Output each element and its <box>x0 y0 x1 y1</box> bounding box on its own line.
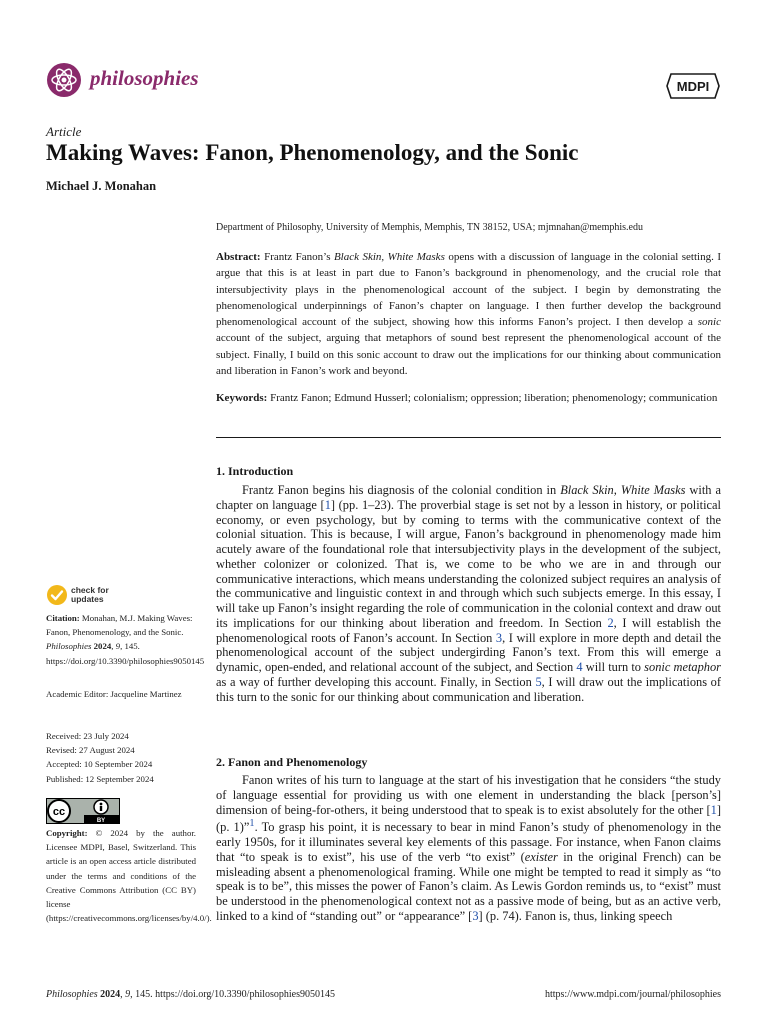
revised-date: Revised: 27 August 2024 <box>46 745 135 756</box>
section-link[interactable]: 5 <box>535 674 542 689</box>
reference-link[interactable]: 1 <box>324 497 331 512</box>
section-link[interactable]: 3 <box>495 630 503 645</box>
check-updates-icon <box>46 584 68 606</box>
citation: Citation: Monahan, M.J. Making Waves: Fanon, Phenomenology, and the Sonic. Philosophies 2024, 9, 145. https://doi.org/10.3390/philosophies9050145 <box>46 613 205 666</box>
section-link[interactable]: 2 <box>607 615 614 630</box>
keywords: Keywords: Frantz Fanon; Edmund Husserl; colonialism; oppression; liberation; phenomenology; communication <box>216 392 718 404</box>
publisher-name: MDPI <box>676 79 710 94</box>
introduction-paragraph: Frantz Fanon begins his diagnosis of the colonial condition in Black Skin, White Masks with a chapter on language [1] (pp. 1–23). The proverbial stage is set not by a lesson in history, or political economy, or even psychology, but by coming to terms with the communicative context of the colonial situation. This is because, I will argue, Fanon’s background in phenomenology made him acutely aware of the foundational role that intersubjectivity plays in the development of the subject, whether colonizer or colonized. That is, we come to be who we are in and through our communicative interactions, which means understanding the colonized subject requires an analysis of the communicative and linguistic context in and through which such subjects emerge. In this essay, I will take up Fanon’s insight regarding the role of communication in the colonial context and draw out its implications for our thinking about liberation and freedom. In Section 2, I will establish the phenomenological roots of Fanon’s account. In Section 3, I will explore in more depth and detail the phenomenological account of the subject undergirding Fanon’s text. From this will emerge a dynamic, open-ended, and relational account of the subject, and Section 4 will turn to sonic metaphor as a way of further developing this account. Finally, in Section 5, I will draw out the implications of this turn to the sonic for our thinking about communication and liberation. <box>216 483 722 704</box>
article-type: Article <box>46 124 82 139</box>
published-date: Published: 12 September 2024 <box>46 773 154 784</box>
journal-name: philosophies <box>90 66 199 90</box>
reference-link[interactable]: 3 <box>472 908 479 923</box>
section-heading-introduction: 1. Introduction <box>216 464 294 478</box>
journal-logo-icon <box>46 62 82 98</box>
svg-text:cc: cc <box>52 806 66 818</box>
publication-dates <box>46 729 196 786</box>
academic-editor: Academic Editor: Jacqueline Martinez <box>46 689 182 699</box>
footer-journal-url[interactable]: https://www.mdpi.com/journal/philosophies <box>544 989 721 1000</box>
abstract-label: Abstract: <box>216 251 261 263</box>
abstract: Abstract: Frantz Fanon’s Black Skin, White Masks opens with a discussion of language in the colonial setting. I argue that this is at least in part due to Fanon’s background in phenomenology, and the crucial role that intersubjectivity plays in the phenomenological account of the subject. I begin by demonstrating the phenomenological underpinnings of Fanon’s chapter on language. I then further develop the background phenomenological account of the subject, showing how this informs Fanon’s project. I then develop a sonic account of the subject, arguing that metaphors of sound best represent the phenomenological account of the subject. Finally, I build on this sonic account to draw out the implications for our thinking about communication and liberation in Fanon’s work and beyond. <box>216 251 721 378</box>
cc-by-icon <box>46 798 120 824</box>
section-link[interactable]: 4 <box>576 660 583 674</box>
copyright-notice: Copyright: © 2024 by the author. Licensee MDPI, Basel, Switzerland. This article is an open access article distributed under the terms and conditions of the Creative Commons Attribution (CC BY) license (https://creativecommons.org/licenses/by/4.0/). <box>46 828 212 924</box>
check-for-updates-button[interactable]: check for updates <box>46 584 126 610</box>
footer-citation: Philosophies 2024, 9, 145. https://doi.org/10.3390/philosophies9050145 <box>46 989 335 1000</box>
keywords-label: Keywords: <box>216 392 268 404</box>
svg-text:BY: BY <box>96 818 106 824</box>
cc-by-license-badge[interactable] <box>46 798 120 824</box>
accepted-date: Accepted: 10 September 2024 <box>46 759 153 770</box>
section-heading-fanon-phenomenology: 2. Fanon and Phenomenology <box>216 755 368 769</box>
received-date: Received: 23 July 2024 <box>46 731 129 741</box>
author-name: Michael J. Monahan <box>46 179 157 193</box>
fanon-paragraph: Fanon writes of his turn to language at the start of his investigation that he considers “the study of language essential for providing us with one element in understanding the black [person’s] dimension of being-for-others, it being understood that to speak is to exist absolutely for the other [1] (p. 1)”$^1$. To grasp his point, it is necessary to bear in mind Fanon’s study of phenomenology in the early 1950s, for it illuminates several key elements of this passage. For instance, when Fanon claims that “to speak is to exist”, his use of the verb “to exist” (exister in the original French) can be misleading absent a phenomenological framing. While one might be tempted to read it simply as “to speak is to be”, this misses the power of Fanon’s claim. As Lewis Gordon reminds us, to “exist” must be understood in the phenomenological context not as a passive mode of being, but as an active verb, linked to a kind of “standing out” or “appearance” [3] (p. 74). Fanon is, thus, linking speech <box>216 773 722 923</box>
footnote-link[interactable]: 1 <box>249 818 255 830</box>
reference-link[interactable]: 1 <box>710 802 717 817</box>
publisher-logo <box>665 71 721 101</box>
affiliation: Department of Philosophy, University of Memphis, Memphis, TN 38152, USA; mjmnahan@memphis.edu <box>216 222 643 233</box>
divider <box>216 437 721 438</box>
page-title: Making Waves: Fanon, Phenomenology, and the Sonic <box>46 140 579 165</box>
